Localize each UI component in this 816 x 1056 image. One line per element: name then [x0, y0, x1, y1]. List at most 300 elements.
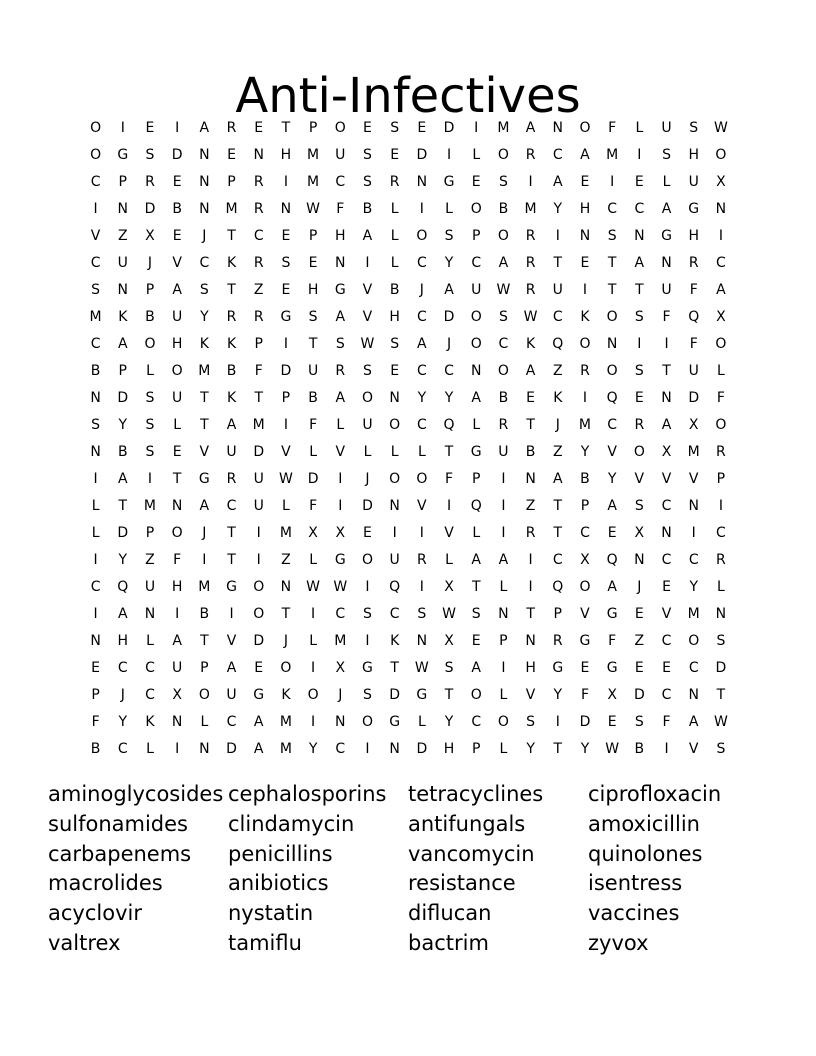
- word-list-item: tamiflu: [228, 930, 302, 955]
- grid-letter: Y: [118, 416, 128, 433]
- grid-letter: Z: [281, 551, 291, 568]
- grid-letter: J: [338, 686, 343, 703]
- grid-letter: F: [608, 632, 617, 649]
- grid-letter: S: [716, 740, 726, 757]
- grid-letter: G: [226, 578, 237, 595]
- grid-letter: V: [362, 281, 373, 298]
- grid-letter: Q: [606, 551, 618, 568]
- word-list-item: cephalosporins: [228, 782, 387, 806]
- grid-letter: I: [446, 497, 452, 514]
- grid-letter: I: [256, 551, 261, 568]
- grid-letter: E: [526, 389, 536, 406]
- grid-letter: S: [145, 389, 155, 406]
- grid-letter: Y: [200, 308, 209, 325]
- grid-letter: E: [471, 632, 481, 649]
- grid-letter: R: [688, 254, 699, 271]
- grid-letter: I: [175, 740, 180, 757]
- grid-letter: P: [308, 119, 318, 136]
- grid-letter: M: [307, 146, 320, 163]
- grid-letter: X: [688, 416, 699, 433]
- grid-letter: S: [716, 632, 726, 649]
- grid-letter: U: [172, 308, 183, 325]
- grid-letter: N: [389, 497, 400, 514]
- grid-letter: Y: [417, 389, 427, 406]
- grid-letter: T: [635, 281, 644, 298]
- grid-letter: C: [145, 686, 155, 703]
- page-title: Anti-Infectives: [235, 68, 581, 125]
- grid-letter: K: [226, 389, 237, 406]
- grid-letter: S: [91, 416, 101, 433]
- grid-letter: A: [471, 389, 481, 406]
- grid-letter: R: [145, 173, 155, 190]
- grid-letter: E: [390, 146, 400, 163]
- grid-letter: C: [335, 173, 346, 190]
- grid-letter: S: [145, 416, 155, 433]
- grid-letter: T: [281, 605, 291, 622]
- grid-letter: F: [662, 713, 671, 730]
- grid-row: [82, 708, 735, 735]
- grid-letter: L: [717, 362, 725, 379]
- grid-letter: A: [471, 551, 481, 568]
- grid-letter: E: [227, 146, 236, 163]
- grid-letter: X: [145, 227, 155, 244]
- grid-letter: C: [416, 254, 427, 271]
- grid-letter: L: [472, 524, 481, 541]
- word-list-item: nystatin: [228, 901, 314, 926]
- grid-letter: I: [311, 659, 316, 676]
- grid-letter: U: [471, 281, 482, 298]
- grid-letter: E: [580, 173, 590, 190]
- grid-letter: O: [715, 335, 727, 352]
- grid-letter: Y: [689, 578, 698, 595]
- grid-letter: A: [362, 227, 373, 244]
- grid-letter: E: [172, 173, 182, 190]
- grid-letter: D: [715, 659, 727, 676]
- grid-letter: B: [362, 200, 373, 217]
- grid-letter: D: [307, 470, 319, 487]
- grid-letter: A: [525, 119, 536, 136]
- grid-letter: C: [90, 254, 101, 271]
- grid-letter: G: [688, 200, 700, 217]
- grid-letter: C: [607, 416, 618, 433]
- grid-letter: T: [390, 659, 399, 676]
- grid-letter: A: [172, 281, 182, 298]
- grid-row: [82, 519, 735, 546]
- grid-letter: N: [90, 632, 101, 649]
- grid-letter: T: [281, 119, 291, 136]
- grid-letter: R: [253, 173, 264, 190]
- grid-letter: R: [525, 254, 536, 271]
- grid-letter: O: [361, 713, 373, 730]
- grid-letter: R: [253, 308, 264, 325]
- grid-letter: E: [390, 362, 400, 379]
- grid-letter: N: [253, 146, 264, 163]
- grid-letter: T: [254, 389, 263, 406]
- grid-letter: K: [580, 308, 590, 325]
- grid-letter: L: [390, 200, 399, 217]
- grid-letter: B: [117, 443, 128, 460]
- grid-letter: R: [525, 524, 536, 541]
- grid-row: [82, 141, 735, 168]
- grid-letter: E: [580, 659, 590, 676]
- grid-letter: O: [171, 362, 183, 379]
- grid-letter: N: [688, 686, 699, 703]
- grid-letter: O: [497, 713, 509, 730]
- grid-letter: O: [389, 416, 401, 433]
- grid-letter: C: [253, 227, 264, 244]
- grid-letter: C: [226, 497, 237, 514]
- grid-row: [82, 357, 735, 384]
- grid-letter: N: [416, 173, 428, 190]
- grid-letter: I: [718, 497, 723, 514]
- grid-letter: L: [499, 578, 508, 595]
- grid-row: [82, 195, 735, 222]
- grid-letter: D: [171, 146, 183, 163]
- grid-letter: A: [688, 713, 699, 730]
- grid-letter: I: [446, 146, 452, 163]
- grid-letter: S: [526, 713, 536, 730]
- grid-letter: U: [172, 389, 183, 406]
- word-list-item: acyclovir: [48, 901, 142, 926]
- grid-letter: U: [661, 281, 672, 298]
- grid-letter: A: [199, 119, 210, 136]
- grid-letter: Q: [688, 308, 700, 325]
- grid-letter: B: [498, 389, 509, 406]
- grid-letter: S: [363, 686, 372, 703]
- grid-letter: M: [307, 173, 320, 190]
- word-list-item: isentress: [588, 871, 683, 896]
- grid-letter: I: [555, 227, 560, 244]
- grid-letter: U: [552, 281, 563, 298]
- grid-letter: J: [446, 335, 452, 352]
- grid-letter: I: [664, 335, 669, 352]
- grid-letter: I: [365, 740, 370, 757]
- grid-letter: N: [171, 713, 183, 730]
- grid-letter: L: [336, 416, 345, 433]
- grid-letter: P: [118, 362, 127, 379]
- grid-letter: I: [664, 740, 669, 757]
- grid-letter: F: [173, 551, 182, 568]
- grid-letter: J: [419, 281, 424, 298]
- grid-letter: A: [117, 335, 128, 352]
- grid-letter: R: [580, 362, 590, 379]
- grid-letter: V: [634, 470, 645, 487]
- grid-letter: J: [365, 470, 370, 487]
- grid-letter: G: [661, 227, 672, 244]
- grid-letter: G: [117, 146, 129, 163]
- grid-letter: O: [389, 470, 401, 487]
- grid-letter: C: [552, 551, 563, 568]
- grid-letter: C: [444, 362, 454, 379]
- grid-letter: O: [633, 443, 645, 460]
- grid-letter: U: [226, 443, 237, 460]
- grid-letter: P: [281, 389, 291, 406]
- grid-letter: K: [199, 335, 209, 352]
- grid-letter: U: [498, 443, 509, 460]
- grid-letter: F: [689, 335, 698, 352]
- grid-letter: A: [226, 659, 237, 676]
- grid-letter: S: [498, 173, 508, 190]
- grid-letter: W: [442, 605, 456, 622]
- grid-letter: N: [688, 497, 699, 514]
- grid-letter: Y: [607, 470, 617, 487]
- grid-letter: S: [363, 605, 372, 622]
- grid-letter: I: [582, 281, 588, 298]
- grid-letter: N: [661, 254, 672, 271]
- word-list-item: vancomycin: [408, 841, 535, 866]
- grid-letter: H: [171, 335, 183, 352]
- grid-letter: C: [226, 713, 237, 730]
- grid-letter: Q: [552, 335, 564, 352]
- grid-letter: A: [226, 416, 237, 433]
- grid-letter: F: [580, 686, 589, 703]
- grid-letter: A: [444, 281, 454, 298]
- grid-letter: S: [634, 713, 644, 730]
- grid-letter: Y: [444, 389, 454, 406]
- grid-letter: Z: [145, 551, 155, 568]
- word-list-item: macrolides: [48, 871, 163, 896]
- grid-letter: M: [225, 200, 238, 217]
- grid-letter: O: [579, 578, 591, 595]
- grid-letter: I: [528, 578, 533, 595]
- grid-letter: T: [553, 497, 563, 514]
- grid-letter: O: [715, 416, 727, 433]
- grid-letter: L: [282, 497, 290, 514]
- grid-letter: E: [363, 524, 372, 541]
- grid-letter: B: [199, 605, 210, 622]
- grid-letter: H: [117, 632, 129, 649]
- grid-letter: C: [416, 362, 427, 379]
- grid-letter: I: [610, 173, 615, 190]
- grid-row: [82, 465, 735, 492]
- grid-letter: L: [445, 551, 453, 568]
- grid-letter: V: [335, 443, 346, 460]
- grid-letter: N: [606, 335, 618, 352]
- grid-letter: O: [253, 605, 265, 622]
- grid-letter: L: [309, 551, 317, 568]
- grid-letter: I: [718, 227, 723, 244]
- grid-letter: N: [199, 173, 210, 190]
- grid-letter: M: [578, 416, 592, 433]
- grid-letter: G: [552, 659, 564, 676]
- grid-letter: C: [471, 713, 482, 730]
- grid-letter: C: [90, 578, 101, 595]
- grid-letter: A: [661, 416, 672, 433]
- grid-letter: I: [175, 605, 180, 622]
- grid-letter: R: [226, 308, 237, 325]
- grid-letter: Y: [118, 713, 128, 730]
- grid-letter: L: [717, 578, 725, 595]
- grid-letter: A: [498, 551, 509, 568]
- grid-letter: P: [716, 470, 726, 487]
- grid-letter: F: [689, 281, 698, 298]
- grid-letter: I: [419, 524, 424, 541]
- grid-letter: C: [688, 659, 699, 676]
- grid-letter: E: [662, 659, 671, 676]
- grid-letter: M: [143, 497, 157, 514]
- grid-letter: S: [308, 308, 318, 325]
- grid-letter: E: [662, 578, 671, 595]
- grid-letter: E: [254, 659, 264, 676]
- word-list-item: bactrim: [408, 930, 489, 955]
- grid-letter: Z: [552, 443, 563, 460]
- grid-letter: E: [91, 659, 101, 676]
- grid-letter: N: [470, 362, 482, 379]
- grid-letter: N: [525, 632, 536, 649]
- grid-letter: B: [226, 362, 237, 379]
- grid-letter: S: [390, 335, 400, 352]
- grid-letter: O: [90, 146, 102, 163]
- grid-row: [82, 168, 735, 195]
- grid-letter: T: [172, 470, 182, 487]
- grid-letter: L: [390, 227, 399, 244]
- word-list-item: aminoglycosides: [48, 782, 224, 806]
- grid-letter: E: [607, 524, 617, 541]
- grid-letter: I: [338, 497, 343, 514]
- grid-letter: Y: [444, 254, 454, 271]
- grid-letter: L: [363, 443, 372, 460]
- grid-letter: N: [90, 443, 101, 460]
- grid-letter: N: [335, 254, 346, 271]
- grid-letter: A: [525, 362, 536, 379]
- grid-letter: I: [175, 119, 180, 136]
- grid-letter: X: [716, 173, 726, 190]
- grid-letter: F: [662, 308, 671, 325]
- grid-letter: W: [414, 659, 429, 676]
- grid-letter: J: [637, 578, 642, 595]
- grid-letter: Y: [580, 740, 590, 757]
- grid-letter: B: [498, 200, 509, 217]
- grid-letter: M: [497, 119, 510, 136]
- grid-letter: S: [634, 308, 644, 325]
- grid-letter: D: [688, 389, 700, 406]
- grid-letter: H: [443, 740, 455, 757]
- grid-letter: E: [634, 173, 644, 190]
- grid-letter: I: [419, 578, 424, 595]
- grid-letter: J: [147, 254, 153, 271]
- grid-letter: H: [171, 578, 183, 595]
- grid-letter: D: [253, 443, 265, 460]
- grid-letter: G: [198, 470, 210, 487]
- grid-letter: S: [498, 308, 508, 325]
- grid-letter: L: [390, 443, 399, 460]
- grid-letter: P: [91, 686, 100, 703]
- grid-letter: B: [389, 281, 400, 298]
- grid-letter: R: [335, 362, 346, 379]
- grid-letter: O: [171, 524, 183, 541]
- grid-letter: X: [308, 524, 318, 541]
- grid-letter: W: [360, 335, 375, 352]
- grid-letter: A: [335, 308, 346, 325]
- grid-letter: S: [363, 362, 372, 379]
- grid-letter: A: [172, 632, 182, 649]
- grid-letter: E: [254, 119, 264, 136]
- grid-letter: T: [118, 497, 128, 514]
- grid-letter: U: [307, 362, 319, 379]
- grid-letter: C: [716, 524, 726, 541]
- grid-letter: A: [253, 740, 264, 757]
- grid-letter: S: [363, 146, 372, 163]
- grid-letter: L: [662, 173, 671, 190]
- grid-letter: C: [335, 740, 346, 757]
- grid-letter: U: [688, 173, 699, 190]
- grid-row: [82, 411, 735, 438]
- grid-row: [82, 330, 735, 357]
- grid-letter: C: [117, 740, 128, 757]
- grid-letter: I: [637, 335, 642, 352]
- grid-letter: P: [499, 632, 508, 649]
- grid-letter: D: [117, 389, 129, 406]
- grid-letter: O: [497, 227, 509, 244]
- grid-letter: Q: [389, 578, 401, 595]
- grid-letter: O: [470, 686, 482, 703]
- word-list-item: amoxicillin: [588, 811, 700, 836]
- grid-letter: X: [335, 524, 346, 541]
- grid-letter: W: [306, 578, 321, 595]
- grid-letter: L: [91, 497, 100, 514]
- grid-letter: I: [582, 389, 588, 406]
- grid-letter: F: [336, 200, 345, 217]
- grid-row: [82, 384, 735, 411]
- grid-letter: W: [713, 119, 728, 136]
- grid-row: [82, 276, 735, 303]
- grid-letter: U: [335, 146, 346, 163]
- grid-letter: Y: [553, 686, 563, 703]
- grid-letter: I: [283, 173, 288, 190]
- word-list-item: valtrex: [48, 930, 121, 955]
- grid-letter: M: [279, 740, 292, 757]
- grid-letter: A: [335, 389, 346, 406]
- grid-letter: L: [499, 686, 508, 703]
- grid-letter: L: [146, 362, 154, 379]
- grid-letter: L: [390, 254, 399, 271]
- grid-letter: P: [145, 524, 155, 541]
- grid-letter: I: [202, 551, 207, 568]
- grid-letter: T: [607, 281, 617, 298]
- grid-letter: N: [117, 200, 129, 217]
- grid-letter: R: [525, 146, 536, 163]
- word-list-item: tetracyclines: [408, 782, 544, 806]
- grid-letter: C: [716, 254, 726, 271]
- grid-letter: R: [525, 281, 536, 298]
- grid-letter: Y: [118, 551, 128, 568]
- grid-letter: P: [553, 605, 562, 622]
- grid-letter: A: [580, 146, 590, 163]
- grid-letter: D: [280, 362, 292, 379]
- grid-letter: N: [715, 200, 727, 217]
- grid-letter: Q: [552, 578, 564, 595]
- grid-letter: J: [283, 632, 288, 649]
- grid-row: [82, 249, 735, 276]
- grid-letter: U: [117, 254, 128, 271]
- grid-letter: F: [309, 416, 318, 433]
- grid-letter: L: [472, 416, 481, 433]
- grid-letter: H: [389, 308, 400, 325]
- grid-letter: I: [256, 524, 261, 541]
- grid-letter: I: [93, 551, 98, 568]
- grid-letter: X: [444, 578, 454, 595]
- grid-letter: N: [199, 740, 210, 757]
- word-list: [48, 780, 768, 959]
- grid-letter: T: [200, 416, 209, 433]
- grid-letter: I: [311, 605, 316, 622]
- grid-letter: J: [120, 686, 125, 703]
- grid-letter: P: [227, 173, 236, 190]
- grid-letter: S: [471, 605, 481, 622]
- grid-letter: G: [334, 551, 346, 568]
- grid-letter: E: [308, 254, 318, 271]
- grid-letter: G: [606, 659, 618, 676]
